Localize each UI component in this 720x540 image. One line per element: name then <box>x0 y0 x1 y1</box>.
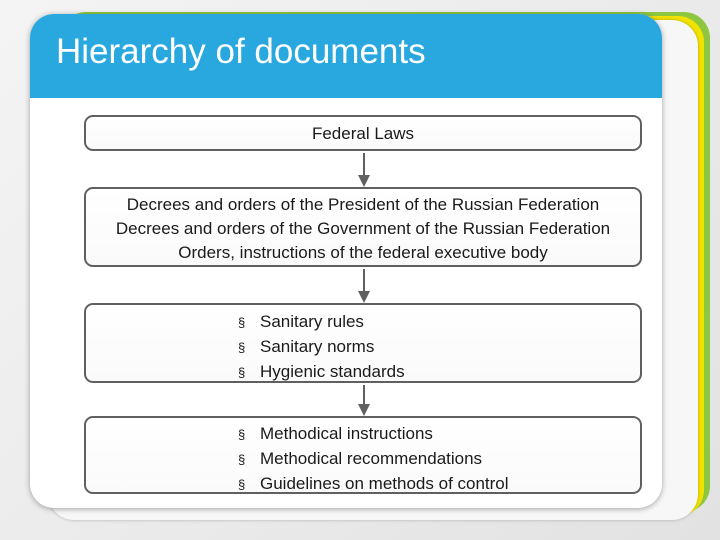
arrow-down-icon <box>358 153 370 187</box>
level-box-line: Decrees and orders of the Government of the Russian Federation <box>115 219 611 238</box>
bullet-list <box>238 310 405 385</box>
section-bullet-icon: § <box>238 365 246 380</box>
arrow-down-icon <box>358 269 370 303</box>
section-bullet-icon: § <box>238 477 246 492</box>
list-item: § Methodical recommendations <box>238 447 509 472</box>
level-box-methodical <box>84 416 642 494</box>
arrow-down-icon <box>358 385 370 416</box>
section-bullet-icon: § <box>238 452 246 467</box>
level-box-sanitary <box>84 303 642 383</box>
list-item: § Hygienic standards <box>238 360 405 385</box>
section-bullet-icon: § <box>238 340 246 355</box>
list-item: § Sanitary norms <box>238 335 405 360</box>
list-item: § Guidelines on methods of control <box>238 472 509 497</box>
level-box-decrees <box>84 187 642 267</box>
slide-title: Hierarchy of documents <box>56 32 426 71</box>
section-bullet-icon: § <box>238 315 246 330</box>
level-box-line: Orders, instructions of the federal executive body <box>178 243 548 262</box>
level-box-line: Decrees and orders of the President of the Russian Federation <box>126 195 600 214</box>
level-box-line: Federal Laws <box>311 124 415 143</box>
list-item: § Sanitary rules <box>238 310 405 335</box>
section-bullet-icon: § <box>238 427 246 442</box>
level-box-federal-laws <box>84 115 642 151</box>
list-item: § Methodical instructions <box>238 422 509 447</box>
bullet-list <box>238 422 509 497</box>
